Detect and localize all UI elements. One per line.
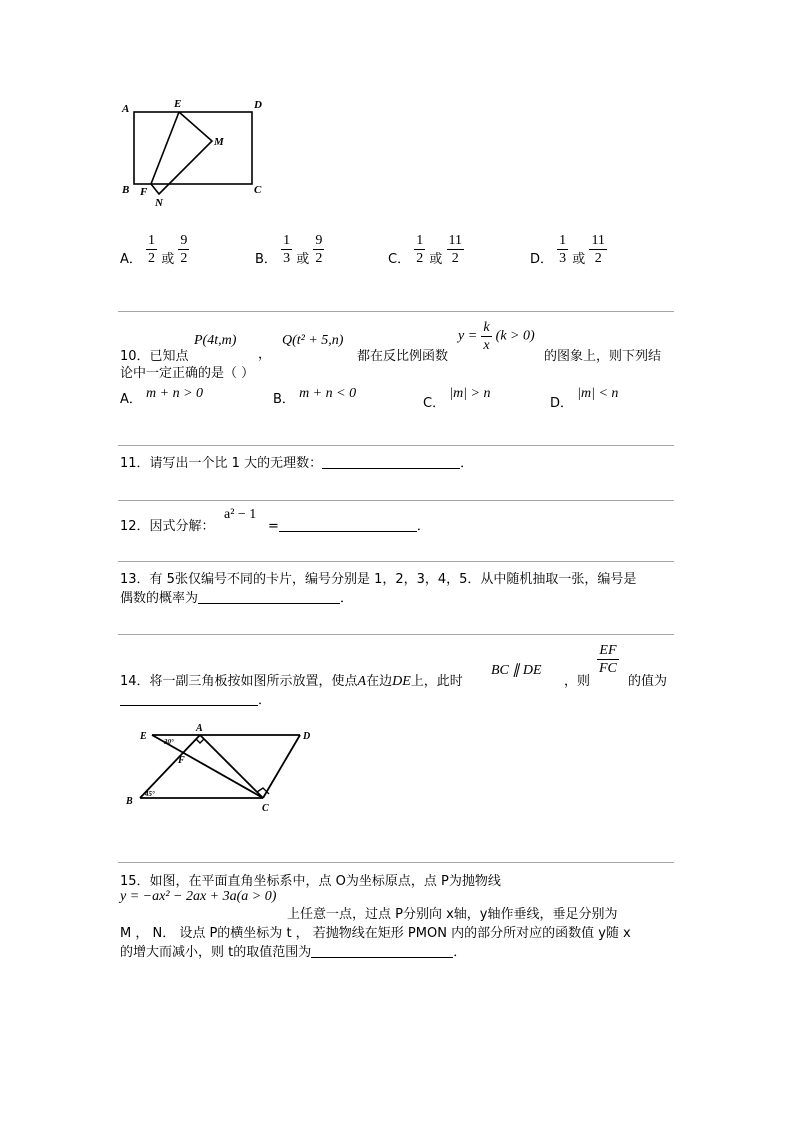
q9-option-a-or: 或 [161, 252, 175, 267]
q10-line2: 论中一定正确的是（ ） [120, 366, 255, 381]
q9-option-a-frac2 [178, 232, 189, 267]
answer-blank[interactable] [322, 454, 460, 469]
q10-function [458, 319, 535, 354]
frac-den: 3 [283, 251, 291, 266]
q15-end: ． [453, 945, 467, 960]
q14-text [120, 670, 463, 690]
q11-text: 11．请写出一个比 1 大的无理数： [120, 456, 323, 471]
frac-num: 9 [180, 233, 188, 248]
q14-label-b: B [126, 796, 133, 807]
q9-option-d-frac2 [589, 232, 606, 267]
q14-angle-b: 45° [145, 790, 155, 798]
q9-label-n: N [155, 197, 163, 209]
q12-expr: a² − 1 [224, 507, 257, 522]
frac-den: x [483, 338, 490, 353]
divider [118, 862, 674, 863]
q9-figure [118, 95, 268, 210]
q13-end: ． [340, 591, 354, 606]
answer-blank[interactable] [120, 691, 258, 706]
q10-option-d-letter: D． [550, 396, 574, 411]
frac-den: 2 [315, 251, 323, 266]
q14-line-dc [263, 735, 300, 798]
q15-parabola: y = −ax² − 2ax + 3a(a > 0) [120, 889, 277, 904]
q9-label-m: M [214, 136, 224, 148]
q10-option-c-letter: C． [423, 396, 446, 411]
q10-option-b-expr: m + n < 0 [299, 386, 357, 401]
q9-option-c-frac1 [414, 232, 425, 267]
q10-option-b-letter: B． [273, 392, 295, 407]
q14-figure [118, 718, 323, 818]
q11-end: ． [460, 456, 474, 471]
q10-point-q: Q(t² + 5,n) [282, 333, 344, 348]
q10-option-a-letter: A． [120, 392, 142, 407]
divider [118, 445, 674, 446]
frac-den: 2 [148, 251, 156, 266]
q10-func-cond: (k > 0) [495, 328, 535, 344]
divider [118, 500, 674, 501]
q14-line1 [120, 640, 680, 692]
frac-num: 1 [148, 233, 156, 248]
q14-text-d: ，则 [564, 674, 591, 689]
q9-label-d: D [254, 99, 262, 111]
q9-option-c-or: 或 [429, 252, 443, 267]
q15-line1: 15．如图，在平面直角坐标系中，点 O为坐标原点，点 P为抛物线 [120, 874, 501, 889]
q9-folded-shape [151, 112, 212, 194]
q9-label-a: A [122, 103, 130, 115]
q15-line2: 上任意一点，过点 P分别向 x轴，y轴作垂线，垂足分别为 [287, 907, 618, 922]
answer-blank[interactable] [279, 517, 417, 532]
divider [118, 561, 674, 562]
q9-option-d-letter: D． [530, 252, 554, 267]
q10-option-a [120, 386, 203, 407]
q14-label-a: A [196, 723, 203, 734]
q9-option-b-frac2 [313, 232, 324, 267]
q9-option-c-letter: C． [388, 252, 411, 267]
divider [118, 634, 674, 635]
frac-num: 9 [315, 233, 323, 248]
q11-line [120, 452, 473, 471]
q10-option-d [550, 386, 618, 411]
q9-option-d [530, 232, 607, 267]
q10-option-d-expr: |m| < n [577, 386, 619, 401]
frac-den: 2 [594, 251, 602, 266]
q9-option-b-letter: B． [255, 252, 277, 267]
q14-text-e: 的值为 [628, 674, 668, 689]
q9-option-a-letter: A． [120, 252, 142, 267]
q10-func-y: y = [458, 328, 478, 344]
q9-option-d-or: 或 [572, 252, 586, 267]
q9-option-b [255, 232, 324, 267]
frac-den: 2 [451, 251, 459, 266]
q14-label-e: E [140, 731, 147, 742]
q14-text-a: 14．将一副三角板按如图所示放置，使点 [120, 674, 358, 689]
q14-frac [597, 642, 619, 677]
q10-point-p: P(4t,m) [194, 333, 237, 348]
q14-text-c: 上，此时 [410, 674, 463, 689]
q12-eq: = [268, 519, 279, 534]
q14-pt-a: A [357, 674, 367, 689]
q9-option-a [120, 232, 189, 267]
q15-line3: M ， N． 设点 P的横坐标为 t ， 若抛物线在矩形 PMON 内的部分所对应的函数值 y随 x [120, 926, 631, 941]
q14-line2 [120, 689, 271, 708]
q14-angle-e: 30° [164, 738, 174, 746]
q9-option-c-frac2 [447, 232, 464, 267]
frac-den: 2 [180, 251, 188, 266]
q14-seg-de: DE [392, 674, 411, 689]
q9-option-a-frac1 [146, 232, 157, 267]
frac-den: 3 [559, 251, 567, 266]
q14-label-f: F [178, 755, 185, 766]
frac-den: 2 [416, 251, 424, 266]
q15-line4 [120, 941, 466, 960]
frac-num: 11 [448, 233, 462, 248]
q10-option-a-expr: m + n > 0 [146, 386, 204, 401]
q14-end: ． [258, 693, 272, 708]
q13-line1: 13．有 5张仅编号不同的卡片，编号分别是 1，2，3，4，5．从中随机抽取一张，编号是 [120, 572, 637, 587]
q10-comma: ， [258, 347, 272, 362]
q14-label-d: D [303, 731, 311, 742]
frac-num: 11 [591, 233, 605, 248]
q9-label-c: C [254, 184, 262, 196]
frac-num: EF [597, 642, 619, 660]
q9-label-e: E [174, 98, 182, 110]
q13-line2-text: 偶数的概率为 [120, 591, 199, 606]
q9-label-f: F [140, 186, 148, 198]
q9-option-b-frac1 [281, 232, 292, 267]
frac-num: k [483, 320, 490, 335]
q9-label-b: B [122, 184, 130, 196]
divider [118, 311, 674, 312]
q14-right-angle-a [196, 739, 204, 743]
q14-text-b: 在边 [366, 674, 393, 689]
q10-suffix: 的图象上，则下列结 [544, 349, 662, 364]
answer-blank[interactable] [311, 943, 453, 958]
q13-line2 [120, 587, 353, 606]
q9-rectangle [134, 112, 252, 184]
q12-answer [268, 515, 430, 534]
frac-num: 1 [559, 233, 567, 248]
frac-num: 1 [283, 233, 291, 248]
q10-func-frac [481, 319, 491, 354]
q14-label-c: C [262, 803, 269, 814]
frac-den: FC [599, 661, 617, 676]
answer-blank[interactable] [198, 589, 340, 604]
q10-option-c [423, 386, 490, 411]
q9-option-d-frac1 [557, 232, 568, 267]
q12-prefix: 12．因式分解： [120, 519, 215, 534]
q10-prefix: 10．已知点 [120, 349, 189, 364]
frac-num: 1 [416, 233, 424, 248]
q9-option-b-or: 或 [296, 252, 310, 267]
q15-line4-text: 的增大而减小，则 t的取值范围为 [120, 945, 312, 960]
q10-mid: 都在反比例函数 [357, 349, 449, 364]
q14-line-ac [200, 735, 263, 798]
q12-end: ． [416, 519, 430, 534]
q10-option-c-expr: |m| > n [449, 386, 491, 401]
q14-parallel: BC ∥ DE [491, 663, 542, 678]
q9-option-c [388, 232, 464, 267]
q10-option-b [273, 386, 356, 407]
